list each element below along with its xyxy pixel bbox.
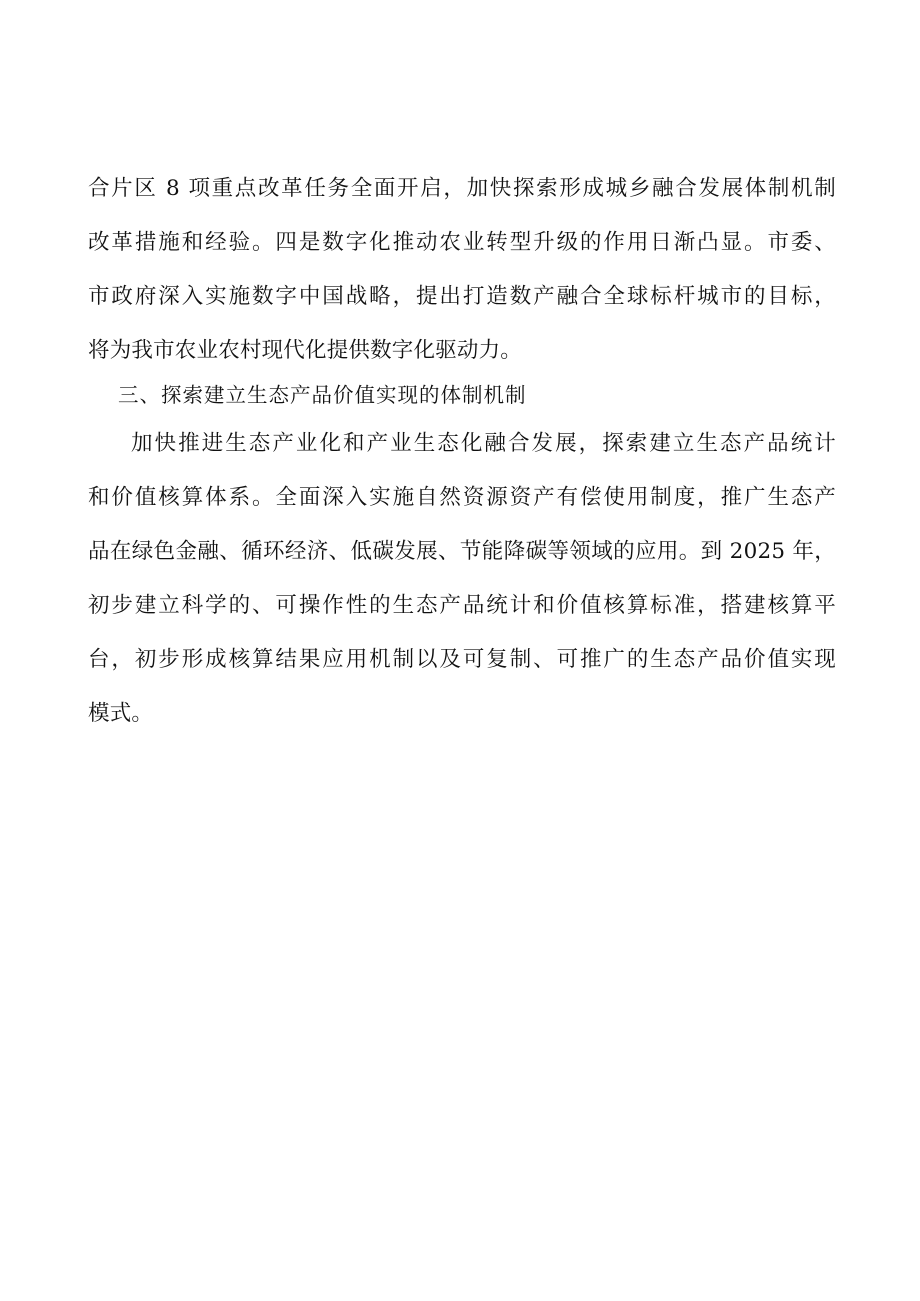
- paragraph-1-line-2: 改革措施和经验。四是数字化推动农业转型升级的作用日渐凸显。市委、: [88, 230, 836, 255]
- paragraph-1-line-4: 将为我市农业农村现代化提供数字化驱动力。: [88, 338, 523, 363]
- paragraph-1-line-3: 市政府深入实施数字中国战略，提出打造数产融合全球标杆城市的目标，: [88, 284, 836, 309]
- paragraph-1-line-1: 合片区 8 项重点改革任务全面开启，加快探索形成城乡融合发展体制机制: [88, 176, 836, 201]
- paragraph-2-line-3: 品在绿色金融、循环经济、低碳发展、节能降碳等领域的应用。到 2025 年，: [88, 539, 836, 564]
- paragraph-2-line-1: 加快推进生态产业化和产业生态化融合发展，探索建立生态产品统计: [131, 431, 836, 456]
- paragraph-2-line-5: 台，初步形成核算结果应用机制以及可复制、可推广的生态产品价值实现: [88, 647, 836, 672]
- paragraph-2-line-4: 初步建立科学的、可操作性的生态产品统计和价值核算标准，搭建核算平: [88, 593, 836, 618]
- paragraph-2-line-6: 模式。: [88, 701, 154, 726]
- paragraph-2-line-2: 和价值核算体系。全面深入实施自然资源资产有偿使用制度，推广生态产: [88, 485, 836, 510]
- section-heading: 三、探索建立生态产品价值实现的体制机制: [118, 383, 527, 407]
